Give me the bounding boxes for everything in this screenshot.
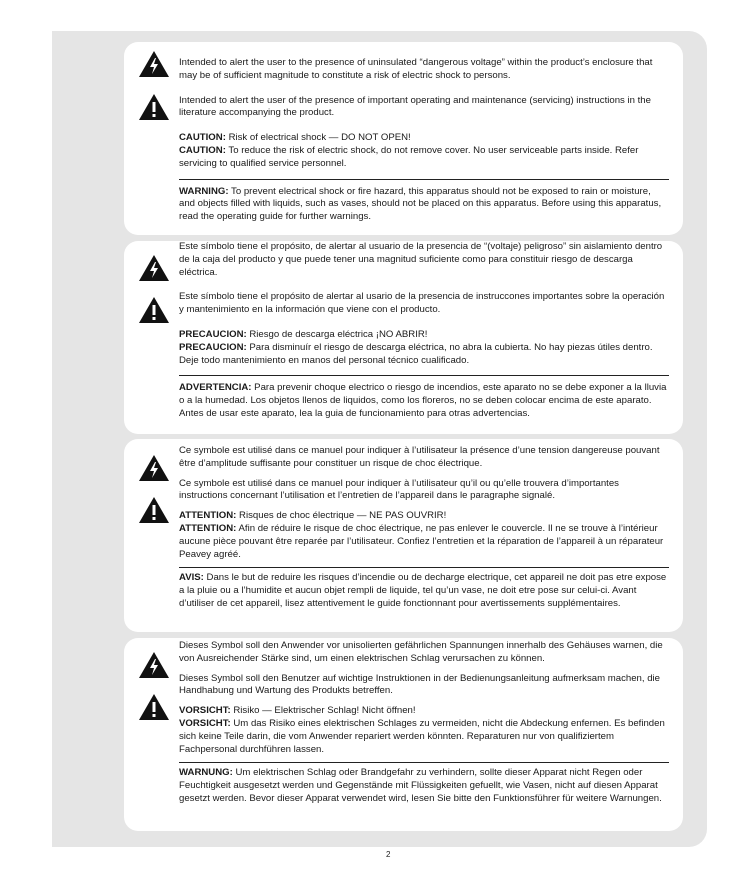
caution-label: ATTENTION: (179, 510, 237, 522)
german-text-block (179, 640, 669, 806)
divider (179, 567, 669, 568)
warning-text: Para prevenir choque electrico o riesgo de incendios, este aparato no se debe exponer a la lluvia o a la humedad. Los objetos llenos de liquidos, como los floreros, no se deben colocar encima de este aparato. Antes de usar este aparato, lea la guia de funcionamiento para otras advertencias. (179, 382, 667, 419)
caution-text: To reduce the risk of electric shock, do not remove cover. No user serviceable parts inside. Refer servicing to qualified service personnel. (179, 144, 639, 169)
divider (179, 179, 669, 180)
caution-line-1 (179, 510, 669, 523)
caution-line-2 (179, 718, 669, 756)
caution-line-2 (179, 145, 669, 171)
voltage-statement: Dieses Symbol soll den Anwender vor unisolierten gefährlichen Spannungen innerhalb des Gehäuses warnen, die von Ausreichender Stärke sind, um einen elektrischen Schlag verursachen zu können. (179, 640, 663, 664)
lightning-warning-icon (138, 50, 170, 78)
exclamation-warning-icon (138, 93, 170, 121)
caution-text: Para disminuír el riesgo de descarga eléctrica, no abra la cubierta. No hay piezas útiles dentro. Deje todo mantenimiento en manos del personal técnico cualificado. (179, 341, 653, 366)
lightning-warning-icon (138, 454, 170, 482)
caution-line-2 (179, 342, 669, 368)
caution-label: ATTENTION: (179, 522, 237, 534)
caution-label: VORSICHT: (179, 717, 231, 729)
attention-statement: Dieses Symbol soll den Benutzer auf wichtige Instruktionen in der Bedienungsanleitung aufmerksam machen, die Handhabung und Wartung des Produkts betreffen. (179, 672, 661, 697)
caution-text: Risques de choc électrique — NE PAS OUVRIR! (236, 510, 447, 522)
voltage-statement: Intended to alert the user to the presence of uninsulated “dangerous voltage” within the product’s enclosure that may be of sufficient magnitude to constitute a risk of electric shock to persons. (179, 57, 653, 81)
caution-label: CAUTION: (179, 132, 226, 144)
exclamation-warning-icon (138, 296, 170, 324)
lightning-warning-icon (138, 651, 170, 679)
attention-statement: Este símbolo tiene el propósito de alertar al usario de la presencia de instruccones importantes sobre la operación y mantenimiento en la información que viene con el producto. (179, 291, 665, 316)
caution-text: Afin de réduire le risque de choc électrique, ne pas enlever le couvercle. Il ne se trouve à l’intérieur aucune pièce pouvant être reparée par l’utilisateur. Confiez l’entretien et la réparation de l’appareil à un réparateur Peavey agréé. (179, 522, 664, 560)
voltage-statement: Ce symbole est utilisé dans ce manuel pour indiquer à l’utilisateur la présence d’une tension dangereuse pouvant être d’amplitude suffisante pour constituer un risque de choc électrique. (179, 445, 660, 469)
caution-text: Risk of electrical shock — DO NOT OPEN! (225, 132, 411, 144)
caution-label: PRECAUCION: (179, 341, 247, 353)
caution-label: CAUTION: (179, 144, 226, 156)
exclamation-warning-icon (138, 693, 170, 721)
caution-text: Riesgo de descarga eléctrica ¡NO ABRIR! (246, 328, 428, 340)
warning-label: AVIS: (179, 572, 204, 584)
warning-text: Dans le but de reduire les risques d’incendie ou de decharge electrique, cet appareil ne doit pas etre expose a la pluie ou a l’humidite et aucun objet rempli de liquide, tel qu’un vase, ne doit etre pose sur celui-ci. Avant d’utiliser de cet appareil, lisez attentivement le guide fonctionnant pour avertissements supplémentaires. (179, 572, 667, 609)
caution-text: Risiko — Elektrischer Schlag! Nicht öffnen! (230, 705, 416, 717)
caution-line-1 (179, 132, 669, 145)
caution-text: Um das Risiko eines elektrischen Schlages zu vermeiden, nicht die Abdeckung enfernen. Es befinden sich keine Teile darin, die vom Anwender repariert werden könnten. Reparaturen nur von qualifiziertem Fachpersonal durchführen lassen. (179, 717, 665, 755)
warning-statement (179, 572, 669, 610)
warning-text: To prevent electrical shock or fire hazard, this apparatus should not be exposed to rain or moisture, and objects filled with liquids, such as vases, should not be placed on this apparatus. Before using this apparatus, read the operating guide for further warnings. (179, 185, 662, 223)
exclamation-warning-icon (138, 496, 170, 524)
voltage-statement: Este símbolo tiene el propósito, de alertar al usuario de la presencia de “(voltaje) peligroso” sin aislamiento dentro de la caja del producto y que puede tener una magnitud suficiente como para constituir riesgo de descarga eléctrica. (179, 241, 663, 278)
french-text-block (179, 445, 669, 611)
page-number: 2 (386, 850, 391, 859)
caution-label: VORSICHT: (179, 705, 231, 717)
english-text-block (179, 57, 669, 224)
warning-statement (179, 186, 669, 224)
spanish-text-block (179, 241, 669, 421)
warning-label: WARNUNG: (179, 767, 233, 779)
warning-text: Um elektrischen Schlag oder Brandgefahr zu verhindern, sollte dieser Apparat nicht Regen oder Feuchtigkeit ausgesetzt werden und Gegenstände mit Flüssigkeiten gefuellt, wie Vasen, nicht auf diesen Apparat gesetzt werden. Bevor dieser Apparat verwendet wird, lesen Sie bitte den Funktionsführer für weitere Warnungen. (179, 767, 662, 804)
warning-label: WARNING: (179, 185, 229, 197)
attention-statement: Ce symbole est utilisé dans ce manuel pour indiquer à l’utilisateur qu’il ou qu’elle trouvera d’importantes instructions concernant l’utilisation et l’entretien de l’appareil dans le paragraphe signalé. (179, 477, 619, 502)
warning-statement (179, 382, 669, 420)
warning-label: ADVERTENCIA: (179, 382, 252, 394)
caution-line-1 (179, 705, 669, 718)
caution-line-1 (179, 329, 669, 342)
attention-statement: Intended to alert the user of the presence of important operating and maintenance (servicing) instructions in the literature accompanying the product. (179, 94, 651, 119)
divider (179, 375, 669, 376)
caution-label: PRECAUCION: (179, 328, 247, 340)
lightning-warning-icon (138, 254, 170, 282)
warning-statement (179, 767, 669, 805)
caution-line-2 (179, 523, 669, 561)
divider (179, 762, 669, 763)
